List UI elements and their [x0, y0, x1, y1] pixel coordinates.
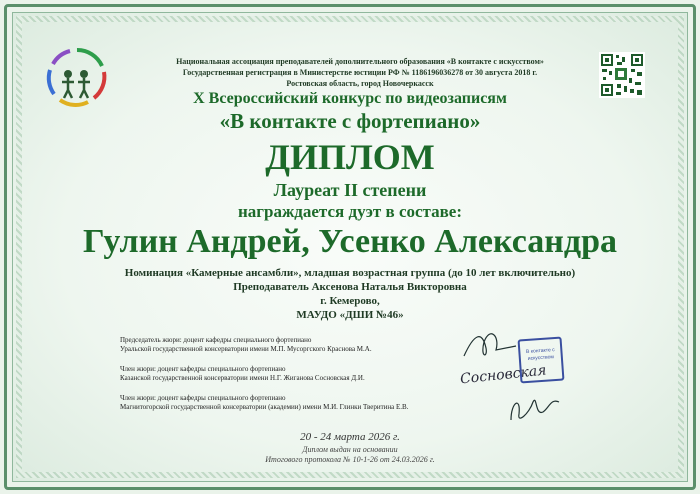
jury-role: Председатель жюри: доцент кафедры специального фортепиано	[120, 336, 312, 344]
city: г. Кемерово,	[320, 295, 380, 307]
location-line: Ростовская область, город Новочеркасск	[286, 79, 434, 88]
jury-person: Уральской государственной консерватории имени М.П. Мусоргского Краснова М.А.	[120, 345, 372, 353]
protocol-ref: Итогового протокола № 10-1-26 от 24.03.2026 г.	[265, 455, 435, 464]
signature-member-2	[505, 390, 565, 426]
nomination: Номинация «Камерные ансамбли», младшая возрастная группа (до 10 лет включительно)	[124, 267, 576, 279]
recipient-names: Гулин Андрей, Усенко Александра	[83, 223, 617, 260]
stamp-text: В контакте с искусством	[525, 347, 555, 362]
event-dates: 20 - 24 марта 2026 г.	[300, 431, 400, 443]
contest-title: «В контакте с фортепиано»	[219, 109, 481, 133]
jury-person: Казанской государственной консерватории имени Н.Г. Жиганова Сосновская Д.И.	[120, 374, 365, 382]
issued-basis: Диплом выдан на основании	[302, 445, 398, 454]
diploma-title: ДИПЛОМ	[265, 137, 435, 177]
signature-member: Сосновская	[459, 362, 548, 388]
jury-person: Магнитогорской государственной консерватории (академии) имени М.И. Глинки Тверитина Е.В.	[120, 403, 409, 411]
school: МАУДО «ДШИ №46»	[296, 309, 404, 321]
jury-role: Член жюри: доцент кафедры специального фортепиано	[120, 394, 286, 402]
jury-role: Член жюри: доцент кафедры специального фортепиано	[120, 365, 286, 373]
seal-stamp-icon	[518, 337, 565, 384]
jury-member	[120, 336, 372, 354]
association-name: Национальная ассоциация преподавателей дополнительного образования «В контакте с искусством»	[176, 57, 544, 66]
registration-line: Государственная регистрация в Министерстве юстиции РФ № 1186196036278 от 30 августа 2018 г.	[182, 68, 538, 77]
jury-member	[120, 394, 408, 412]
signature-chairman	[460, 328, 520, 362]
contest-name: X Всероссийский конкурс по видеозаписям	[193, 90, 507, 107]
degree: Лауреат II степени	[273, 180, 427, 200]
awarded-text: награждается дуэт в составе:	[237, 202, 462, 221]
teacher: Преподаватель Аксенова Наталья Викторовна	[233, 281, 467, 293]
jury-member	[120, 365, 365, 383]
